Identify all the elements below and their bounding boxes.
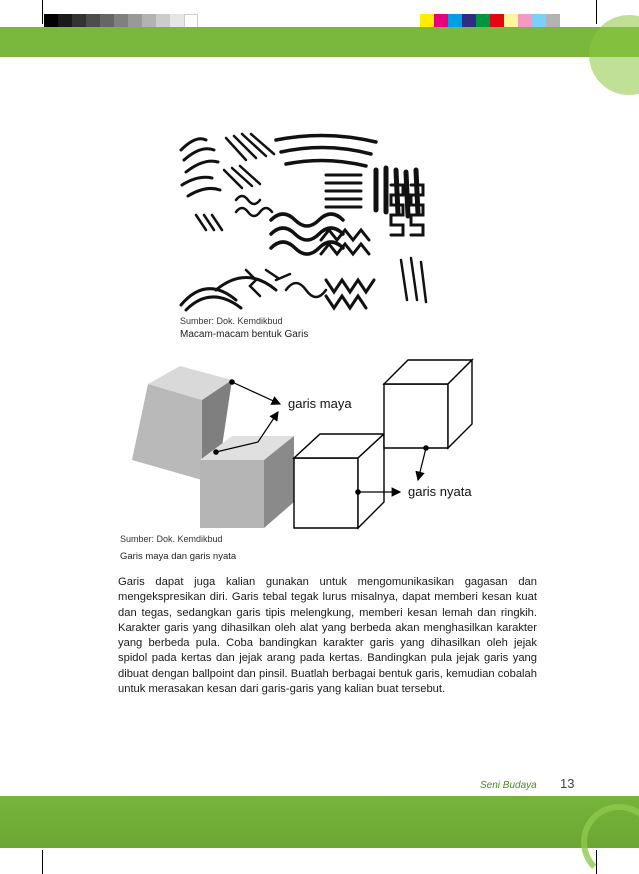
crop-mark: [596, 0, 597, 24]
color-swatch: [490, 14, 504, 28]
virtual-line-label: garis maya: [288, 396, 352, 411]
figure1-caption: Macam-macam bentuk Garis: [180, 329, 309, 340]
figure1-source: Sumber: Dok. Kemdikbud: [180, 316, 283, 326]
book-title: Seni Budaya: [480, 780, 537, 791]
footer-band: [0, 796, 639, 848]
color-swatch: [420, 14, 434, 28]
gray-cube-front-face: [132, 384, 202, 480]
color-swatch: [476, 14, 490, 28]
color-swatch: [462, 14, 476, 28]
color-swatch: [86, 14, 100, 28]
figure2-caption: Garis maya dan garis nyata: [120, 551, 237, 562]
arrow-to-real-line: [418, 448, 426, 480]
grayscale-swatch-bar: [44, 14, 198, 28]
color-swatch: [114, 14, 128, 28]
color-swatch-bar: [420, 14, 560, 28]
color-swatch: [156, 14, 170, 28]
color-swatch: [170, 14, 184, 28]
figure2-source: Sumber: Dok. Kemdikbud: [120, 534, 223, 544]
wire-cube-front: [294, 458, 358, 528]
color-swatch: [100, 14, 114, 28]
color-swatch: [448, 14, 462, 28]
line-patterns-illustration: [176, 130, 438, 314]
color-swatch: [44, 14, 58, 28]
header-band: [0, 27, 639, 57]
crop-mark: [42, 0, 43, 24]
color-swatch: [504, 14, 518, 28]
color-swatch: [434, 14, 448, 28]
arrow-to-virtual-line: [232, 382, 280, 404]
cube-lines-illustration: [118, 352, 518, 532]
gray-cube2-front-face: [200, 460, 264, 528]
color-swatch: [142, 14, 156, 28]
real-line-label: garis nyata: [408, 484, 472, 499]
color-swatch: [184, 14, 198, 28]
color-swatch: [546, 14, 560, 28]
color-swatch: [72, 14, 86, 28]
wire-cube2-front: [384, 384, 448, 448]
color-swatch: [532, 14, 546, 28]
crop-mark: [42, 850, 43, 874]
color-swatch: [518, 14, 532, 28]
color-swatch: [58, 14, 72, 28]
body-paragraph: Garis dapat juga kalian gunakan untuk mengomunikasikan gagasan dan mengekspresikan diri. Garis tebal tegak lurus misalnya, dapat memberi kesan kuat dan tegas, sedangkan garis tipis melengkung, memberi kesan lemah dan ringkih. Karakter garis yang dihasilkan oleh alat yang berbeda akan menghasilkan karakter yang berbeda pula. Coba bandingkan karakter garis yang dihasilkan oleh jejak spidol pada kertas dan jejak arang pada kertas. Bandingkan pula jejak garis yang dibuat dengan ballpoint dan pinsil. Buatlah berbagai bentuk garis, kemudian cobalah untuk merasakan kesan dari garis-garis yang kalian buat tersebut.: [118, 576, 537, 696]
color-swatch: [128, 14, 142, 28]
page-number: 13: [560, 776, 575, 791]
